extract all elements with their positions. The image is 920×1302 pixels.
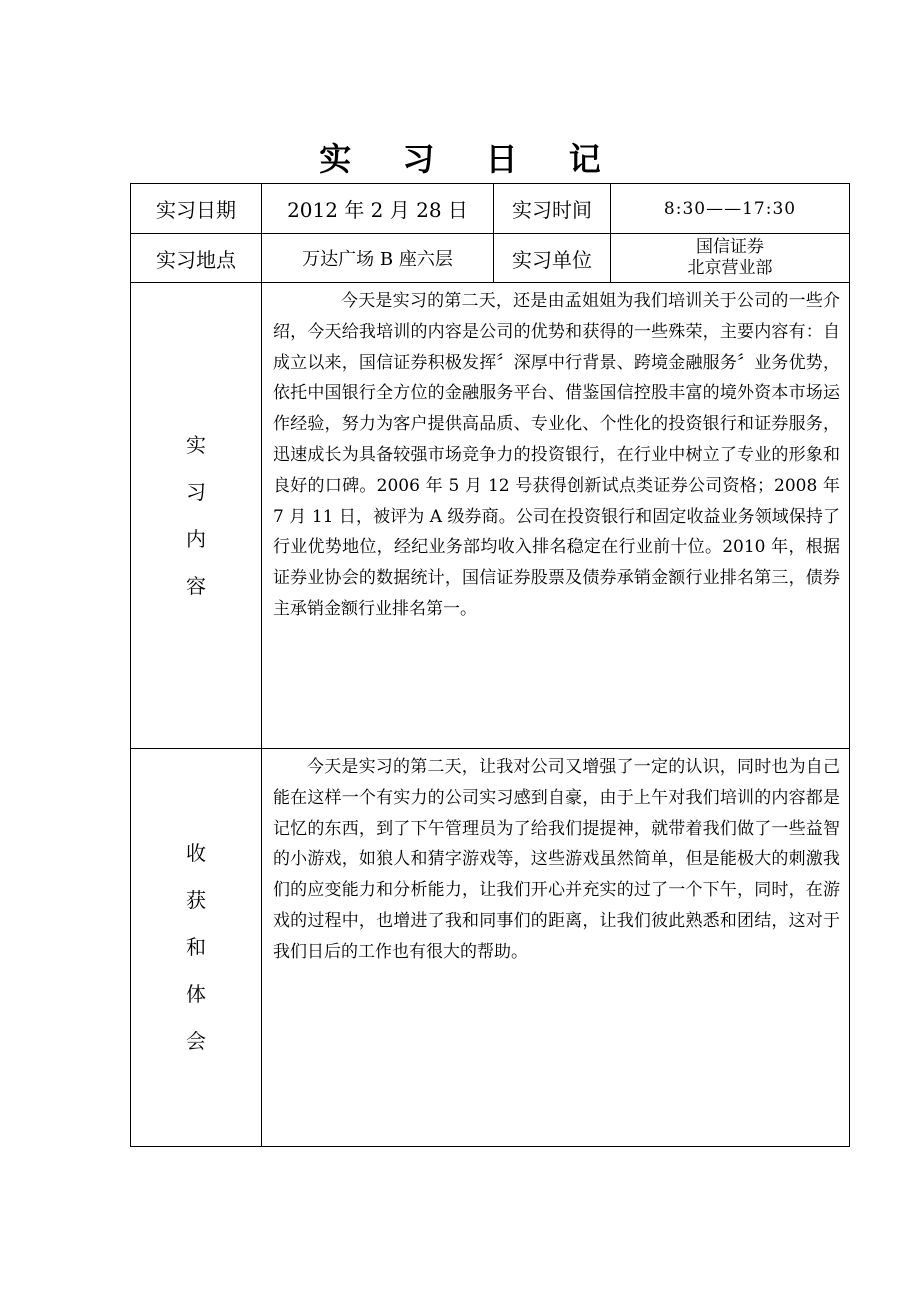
location-unit-row bbox=[131, 234, 850, 283]
label-char: 和 bbox=[186, 935, 206, 959]
reflection-section-label bbox=[131, 749, 262, 1147]
content-row bbox=[131, 283, 850, 749]
time-label: 实习时间 bbox=[494, 184, 611, 234]
date-value: 2012 年 2 月 28 日 bbox=[262, 184, 494, 234]
location-value: 万达广场 B 座六层 bbox=[262, 234, 494, 283]
content-section-label bbox=[131, 283, 262, 749]
document-title: 实 习 日 记 bbox=[319, 140, 621, 178]
time-value: 8:30——17:30 bbox=[611, 184, 850, 234]
unit-label: 实习单位 bbox=[494, 234, 611, 283]
content-paragraph: 今天是实习的第二天，还是由孟姐姐为我们培训关于公司的一些介绍，今天给我培训的内容是公司的优势和获得的一些殊荣，主要内容有：自成立以来，国信证券积极发挥〞深厚中行背景、跨境金融服务〞业务优势，依托中国银行全方位的金融服务平台、借鉴国信控股丰富的境外资本市场运作经验，努力为客户提供高品质、专业化、个性化的投资银行和证券服务，迅速成长为具备较强市场竞争力的投资银行，在行业中树立了专业的形象和良好的口碑。2006 年 5 月 12 号获得创新试点类证券公司资格；2008 年 7 月 11 日，被评为 A 级券商。公司在投资银行和固定收益业务领域保持了行业优势地位，经纪业务部均收入排名稳定在行业前十位。2010 年，根据证券业协会的数据统计，国信证券股票及债券承销金额行业排名第三，债券主承销金额行业排名第一。 bbox=[273, 291, 840, 619]
reflection-text-cell bbox=[262, 749, 850, 1147]
unit-value-line-2: 北京营业部 bbox=[687, 258, 773, 278]
label-char: 获 bbox=[186, 888, 206, 912]
reflection-row bbox=[131, 749, 850, 1147]
label-char: 内 bbox=[186, 526, 206, 551]
reflection-paragraph: 今天是实习的第二天，让我对公司又增强了一定的认识，同时也为自己能在这样一个有实力的公司实习感到自豪，由于上午对我们培训的内容都是记忆的东西，到了下午管理员为了给我们提提神，就带着我们做了一些益智的小游戏，如狼人和猜字游戏等，这些游戏虽然简单，但是能极大的刺激我们的应变能力和分析能力，让我们开心并充实的过了一个下午，同时，在游戏的过程中，也增进了我和同事们的距离，让我们彼此熟悉和团结，这对于我们日后的工作也有很大的帮助。 bbox=[273, 757, 840, 962]
label-char: 体 bbox=[186, 982, 206, 1006]
content-text-cell bbox=[262, 283, 850, 749]
label-char: 容 bbox=[186, 573, 206, 598]
internship-diary-table bbox=[130, 183, 850, 1147]
location-label: 实习地点 bbox=[131, 234, 262, 283]
label-char: 会 bbox=[186, 1029, 206, 1053]
label-char: 收 bbox=[186, 841, 206, 865]
date-time-row bbox=[131, 184, 850, 234]
unit-value-line-1: 国信证券 bbox=[696, 237, 764, 257]
date-label: 实习日期 bbox=[131, 184, 262, 234]
label-char: 习 bbox=[186, 479, 206, 504]
label-char: 实 bbox=[186, 432, 206, 457]
unit-value bbox=[611, 234, 850, 283]
